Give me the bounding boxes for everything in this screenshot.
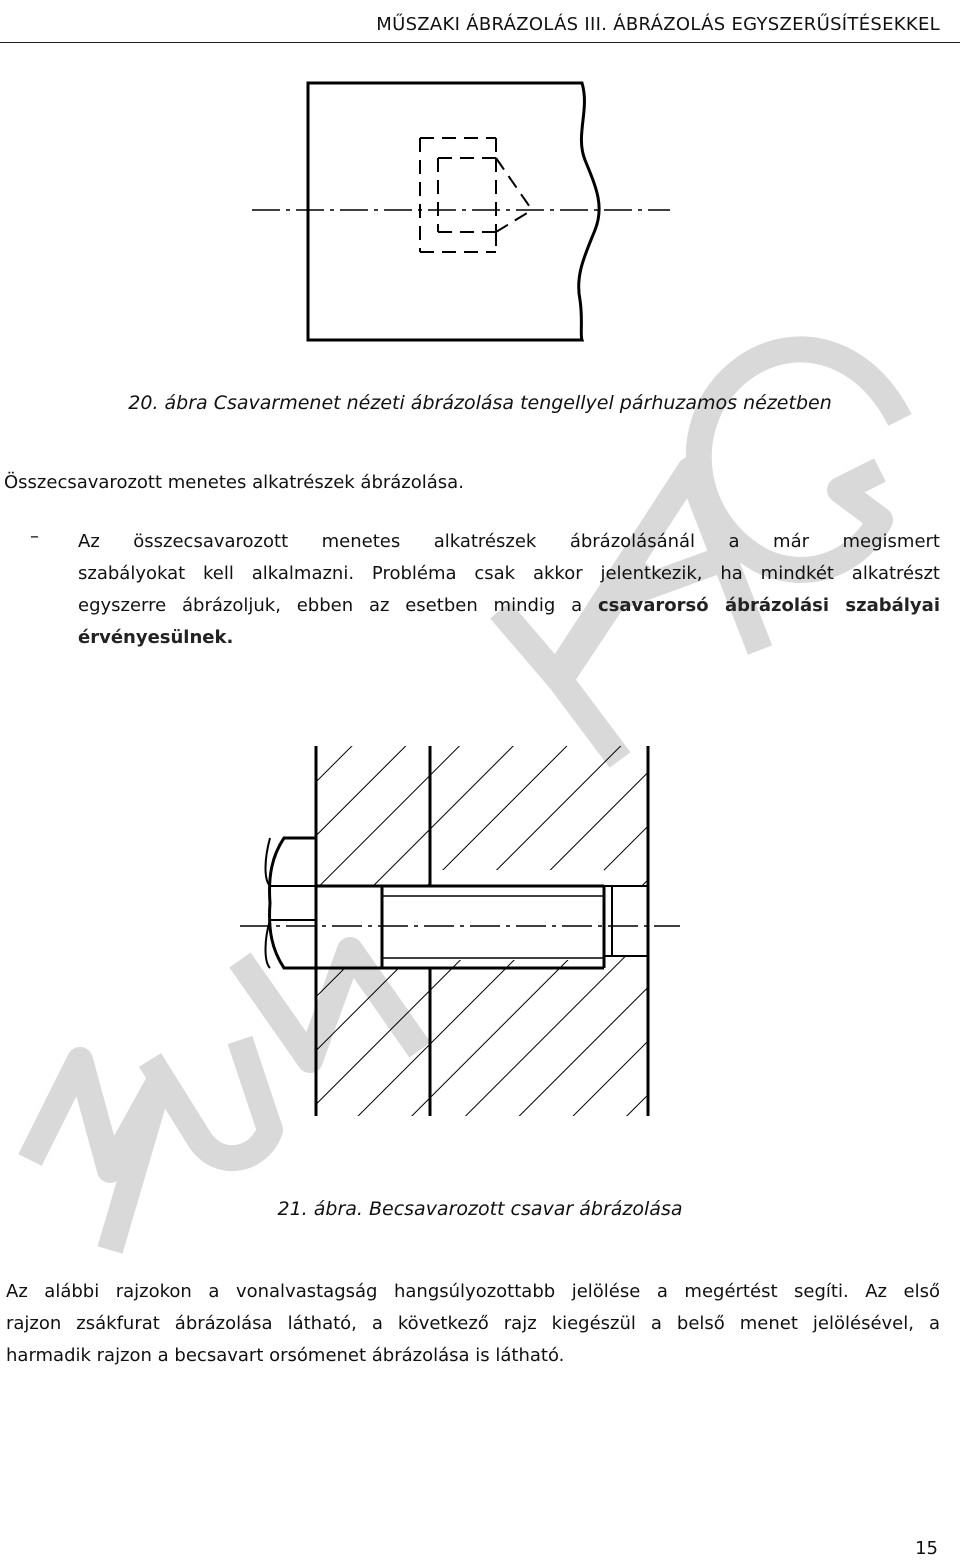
part-outline — [308, 83, 599, 340]
figure-21-caption: 21. ábra. Becsavarozott csavar ábrázolása — [277, 1198, 683, 1220]
figure-21-drawing — [236, 700, 706, 1170]
body-line-2: rajzon zsákfurat ábrázolása látható, a következő rajz kiegészül a belső menet jelölésével, a — [6, 1313, 940, 1334]
bullet-line-1: Az összecsavarozott menetes alkatrészek ábrázolásánál a már megismert — [78, 531, 940, 552]
figure-20-drawing — [250, 80, 680, 350]
body-paragraph — [6, 1276, 940, 1372]
figure-20-caption: 20. ábra Csavarmenet nézeti ábrázolása tengellyel párhuzamos nézetben — [128, 392, 832, 414]
header-title: MŰSZAKI ÁBRÁZOLÁS III. ÁBRÁZOLÁS EGYSZERŰSÍTÉSEKKEL — [376, 14, 940, 35]
hatch-upper — [316, 746, 648, 886]
bullet-line-4 — [78, 622, 940, 654]
bullet-bold-b: érvényesülnek. — [78, 627, 234, 648]
bullet-line-3-text: egyszerre ábrázoljuk, ebben az esetben mindig a — [78, 595, 598, 616]
bullet-line-3 — [78, 590, 940, 622]
bullet-line-2: szabályokat kell alkalmazni. Probléma csak akkor jelentkezik, ha mindkét alkatrészt — [78, 563, 940, 584]
page-number: 15 — [915, 1538, 938, 1559]
watermark-letter-m — [30, 1060, 160, 1250]
page-header — [0, 0, 960, 44]
bullet-bold-a: csavarorsó ábrázolási szabályai — [597, 595, 940, 616]
hatch-lower — [316, 956, 648, 1116]
header-rule — [0, 42, 960, 43]
body-line-3: harmadik rajzon a becsavart orsómenet ábrázolása is látható. — [6, 1345, 565, 1366]
bolt-head — [270, 838, 316, 968]
body-line-1: Az alábbi rajzokon a vonalvastagság hangsúlyozottabb jelölése a megértést segíti. Az első — [6, 1281, 940, 1302]
blind-hole — [604, 886, 648, 956]
bullet-marker: – — [30, 526, 39, 547]
section-heading: Összecsavarozott menetes alkatrészek ábrázolása. — [4, 472, 464, 493]
hidden-lines — [420, 138, 532, 252]
bullet-paragraph — [78, 526, 940, 654]
